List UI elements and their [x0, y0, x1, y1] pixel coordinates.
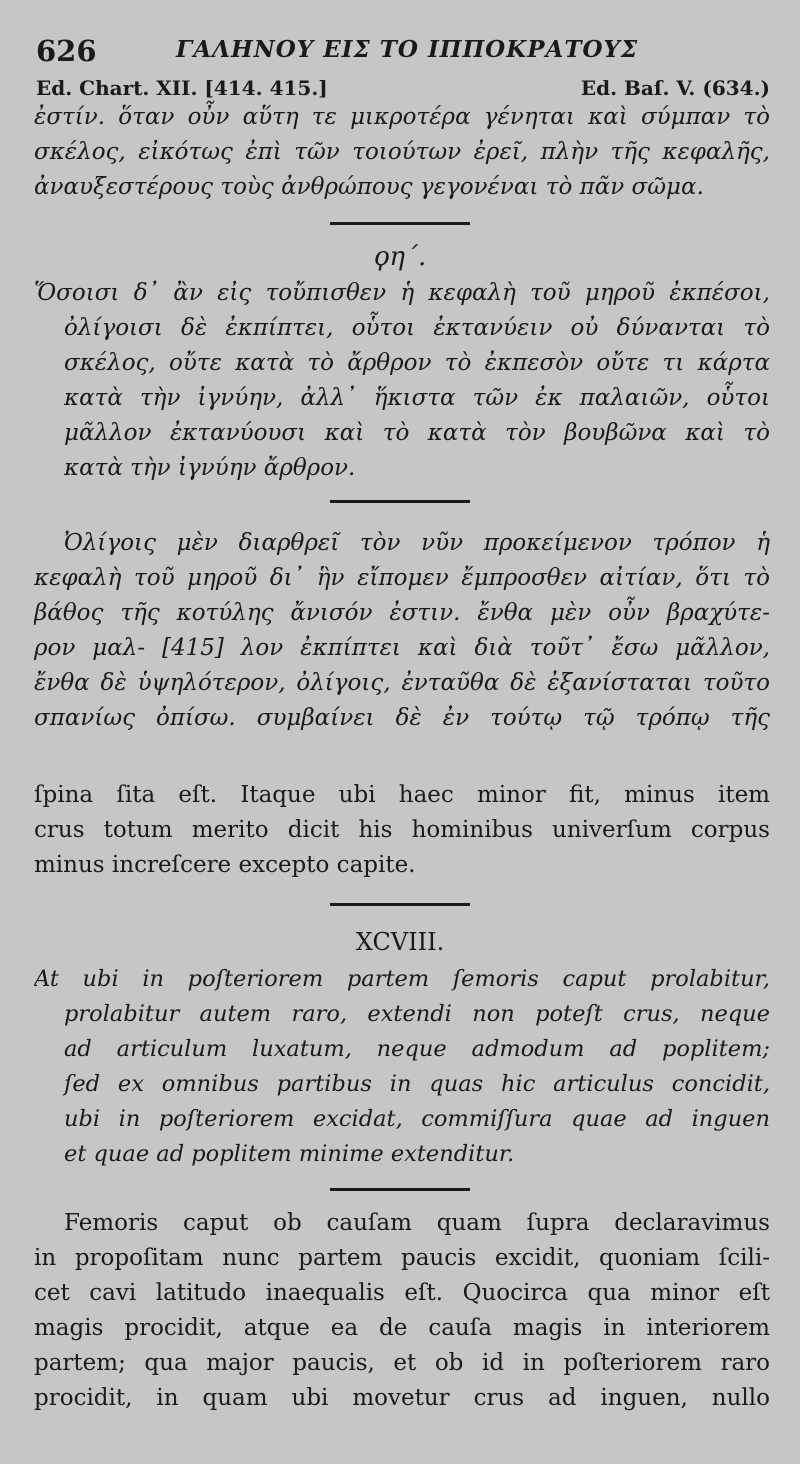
text-line: procidit, in quam ubi movetur crus ad inguen, nullo: [34, 1385, 770, 1411]
text-line: et quae ad poplitem minime extenditur.: [64, 1141, 515, 1167]
edition-chartier-reference: Ed. Chart. XII. [414. 415.]: [36, 76, 328, 100]
text-line: μᾶλλον ἐκτανύουσι καὶ τὸ κατὰ τὸν βουβῶνα καὶ τὸ: [64, 420, 770, 446]
text-line: ἔνθα δὲ ὑψηλότερον, ὀλίγοις, ἐνταῦθα δὲ ἐξανίσταται τοῦτο: [34, 670, 770, 696]
text-line: prolabitur autem raro, extendi non poteſt crus, neque: [64, 1001, 770, 1027]
page-header: [36, 34, 770, 74]
text-line: crus totum merito dicit his hominibus univerſum corpus: [34, 817, 770, 843]
text-line: σκέλος, οὔτε κατὰ τὸ ἄρθρον τὸ ἐκπεσὸν οὔτε τι κάρτα: [64, 350, 770, 376]
text-line: Ὀλίγοις μὲν διαρθρεῖ τὸν νῦν προκείμενον τρόπον ἡ: [64, 530, 770, 556]
text-line: ρον μαλ- [415] λον ἐκπίπτει καὶ διὰ τοῦτ᾽ ἔσω μᾶλλον,: [34, 635, 770, 661]
text-line: ad articulum luxatum, neque admodum ad poplitem;: [64, 1036, 770, 1062]
latin-aphorism: [34, 962, 770, 1172]
latin-commentary: [34, 1206, 770, 1416]
text-line: ἐστίν. ὅταν οὖν αὕτη τε μικροτέρα γένηται καὶ σύμπαν τὸ: [34, 104, 770, 130]
text-line: cet cavi latitudo inaequalis eſt. Quocirca qua minor eſt: [34, 1280, 770, 1306]
text-line: ubi in poſteriorem excidat, commiſſura quae ad inguen: [64, 1106, 770, 1132]
edition-references: [36, 76, 770, 102]
text-line: partem; qua major paucis, et ob id in poſteriorem raro: [34, 1350, 770, 1376]
edition-basel-reference: Ed. Baſ. V. (634.): [580, 76, 770, 100]
text-line: ὀλίγοισι δὲ ἐκπίπτει, οὗτοι ἐκτανύειν οὐ δύνανται τὸ: [64, 315, 770, 341]
latin-intro-paragraph: [34, 778, 770, 883]
greek-aphorism: [34, 276, 770, 486]
text-line: κατὰ τὴν ἰγνύην, ἀλλ᾽ ἥκιστα τῶν ἐκ παλαιῶν, οὗτοι: [64, 385, 770, 411]
separator-rule: [330, 1188, 470, 1191]
separator-rule: [330, 222, 470, 225]
greek-commentary: [34, 526, 770, 736]
greek-section-number: ϙη΄.: [373, 242, 427, 272]
text-line: minus increſcere excepto capite.: [34, 852, 416, 878]
latin-section-number: XCVIII.: [355, 928, 445, 956]
greek-intro-paragraph: [34, 100, 770, 205]
running-title: ΓΑΛΗΝΟΥ ΕΙΣ ΤΟ ΙΠΠΟΚΡΑΤΟΥΣ: [176, 36, 639, 63]
text-line: σπανίως ὀπίσω. συμβαίνει δὲ ἐν τούτῳ τῷ τρόπῳ τῆς: [34, 705, 770, 731]
separator-rule: [330, 903, 470, 906]
text-line: Femoris caput ob cauſam quam ſupra declaravimus: [64, 1210, 770, 1236]
text-line: σκέλος, εἰκότως ἐπὶ τῶν τοιούτων ἐρεῖ, πλὴν τῆς κεφαλῆς,: [34, 139, 770, 165]
text-line: κατὰ τὴν ἰγνύην ἄρθρον.: [64, 455, 356, 481]
text-line: magis procidit, atque ea de cauſa magis in interiorem: [34, 1315, 770, 1341]
page-number: 626: [36, 34, 97, 68]
separator-rule: [330, 500, 470, 503]
text-line: βάθος τῆς κοτύλης ἄνισόν ἐστιν. ἔνθα μὲν οὖν βραχύτε-: [34, 600, 770, 626]
text-line: ἀναυξεστέρους τοὺς ἀνθρώπους γεγονέναι τὸ πᾶν σῶμα.: [34, 174, 704, 200]
text-line: ſpina ſita eſt. Itaque ubi haec minor fit, minus item: [34, 782, 770, 808]
text-line: in propoſitam nunc partem paucis excidit, quoniam ſcili-: [34, 1245, 770, 1271]
text-line: At ubi in poſteriorem partem ſemoris caput prolabitur,: [34, 966, 770, 992]
text-line: Ὅσοισι δ᾽ ἂν εἰς τοὔπισθεν ἡ κεφαλὴ τοῦ μηροῦ ἐκπέσοι,: [34, 280, 770, 306]
text-line: ſed ex omnibus partibus in quas hic articulus concidit,: [64, 1071, 770, 1097]
text-line: κεφαλὴ τοῦ μηροῦ δι᾽ ἣν εἴπομεν ἔμπροσθεν αἰτίαν, ὅτι τὸ: [34, 565, 770, 591]
